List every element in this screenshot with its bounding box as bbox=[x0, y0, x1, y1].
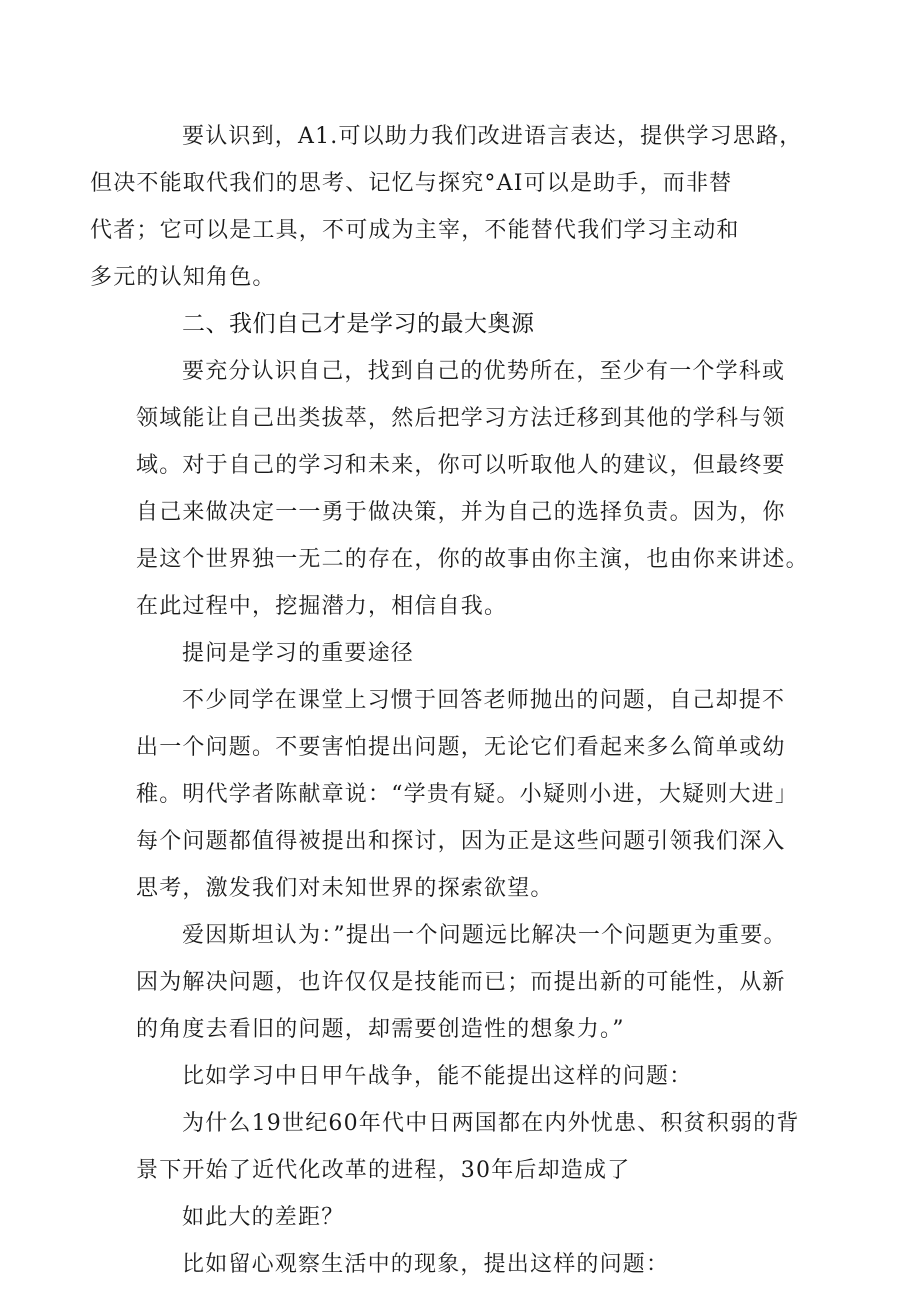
text-line: 要充分认识自己，找到自己的优势所在，至少有一个学科或 bbox=[182, 359, 786, 384]
section-heading: 二、我们自己才是学习的最大奥源 bbox=[182, 311, 535, 337]
text-line: 自己来做决定一一勇于做决策，并为自己的选择负责。因为，你 bbox=[136, 500, 786, 525]
text-line: 在此过程中，挖掘潜力，相信自我。 bbox=[136, 594, 508, 619]
text-line: 领域能让自己出类拔萃，然后把学习方法迁移到其他的学科与领 bbox=[136, 406, 786, 431]
paragraph-ai-role bbox=[90, 113, 803, 301]
text-line: 比如留心观察生活中的现象，提出这样的问题： bbox=[182, 1252, 670, 1277]
text-line: 域。对于自己的学习和未来，你可以听取他人的建议，但最终要 bbox=[136, 453, 786, 478]
text-line: 景下开始了近代化改革的进程，30年后却造成了 bbox=[136, 1158, 631, 1183]
text-line: 要认识到，A1.可以助力我们改进语言表达，提供学习思路， bbox=[182, 124, 803, 149]
paragraph-life-example bbox=[136, 1241, 796, 1288]
text-line: 出一个问题。不要害怕提出问题，无论它们看起来多么简单或幼 bbox=[136, 735, 786, 760]
paragraph-einstein-quote bbox=[136, 912, 796, 1053]
paragraph-self-knowledge bbox=[136, 348, 809, 630]
text-line: 是这个世界独一无二的存在，你的故事由你主演，也由你来讲述。 bbox=[136, 547, 809, 572]
paragraph-war-question-continued bbox=[136, 1194, 796, 1241]
text-line: 但决不能取代我们的思考、记忆与探究°AI可以是助手，而非替 bbox=[90, 171, 733, 196]
paragraph-war-example bbox=[136, 1053, 796, 1100]
text-line: 思考，激发我们对未知世界的探索欲望。 bbox=[136, 876, 554, 901]
text-line: 代者；它可以是工具，不可成为主宰，不能替代我们学习主动和 bbox=[90, 218, 740, 243]
text-line: 的角度去看旧的问题，却需要创造性的想象力。” bbox=[136, 1017, 625, 1042]
text-line: 如此大的差距？ bbox=[182, 1205, 345, 1230]
text-line: 爱因斯坦认为：”提出一个问题远比解决一个问题更为重要。 bbox=[182, 923, 787, 948]
text-line: 为什么19世纪60年代中日两国都在内外忧患、积贫积弱的背 bbox=[182, 1111, 800, 1136]
text-line: 不少同学在课堂上习惯于回答老师抛出的问题，自己却提不 bbox=[182, 688, 786, 713]
document-body bbox=[90, 113, 809, 1288]
text-line: 多元的认知角色。 bbox=[90, 265, 276, 290]
text-line: 稚。明代学者陈献章说：“学贵有疑。小疑则小进，大疑则大进」 bbox=[136, 782, 799, 807]
subsection-heading: 提问是学习的重要途径 bbox=[182, 641, 415, 666]
paragraph-war-question bbox=[136, 1100, 800, 1194]
paragraph-asking-questions bbox=[136, 677, 799, 912]
text-line: 因为解决问题，也许仅仅是技能而已；而提出新的可能性，从新 bbox=[136, 970, 786, 995]
text-line: 每个问题都值得被提出和探讨，因为正是这些问题引领我们深入 bbox=[136, 829, 786, 854]
text-line: 比如学习中日甲午战争，能不能提出这样的问题： bbox=[182, 1064, 693, 1089]
